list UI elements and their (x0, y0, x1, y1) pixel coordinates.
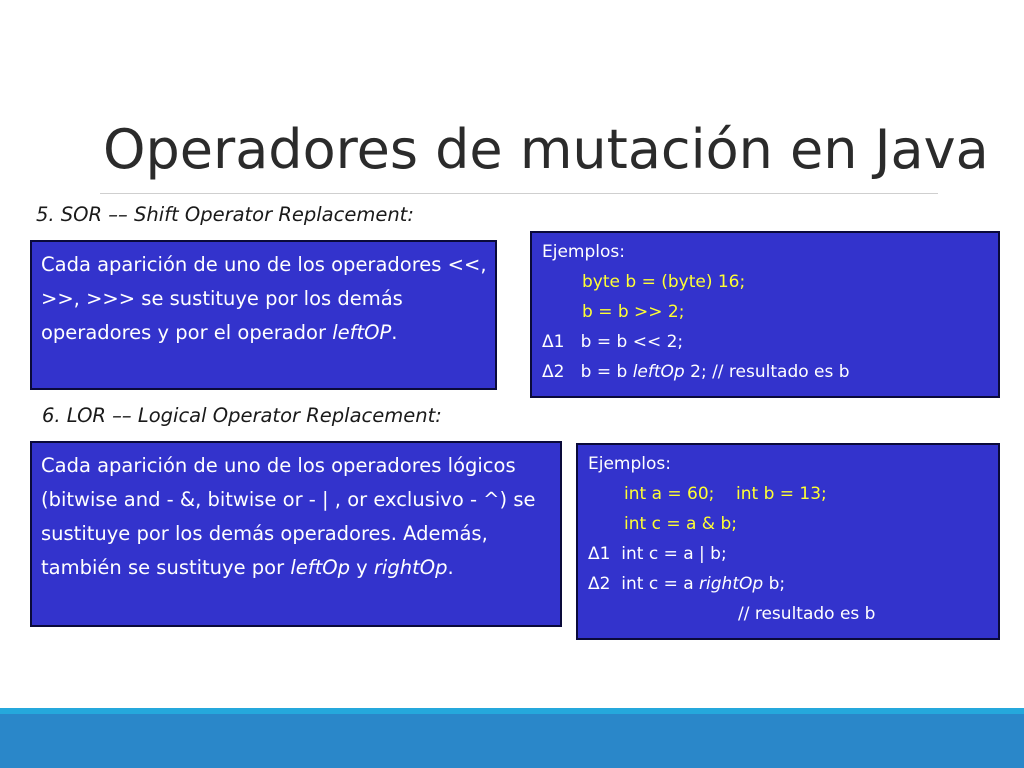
sor-description-italic: leftOP (332, 321, 392, 344)
lor-example-line-1 (588, 479, 998, 509)
sor-example-line-4-post: 2; // resultado es b (684, 362, 850, 382)
lor-example-line-2 (588, 509, 998, 539)
sor-example-line-3: Δ1 b = b << 2; (542, 332, 684, 352)
sor-example-line-2-text: b = b >> 2; (582, 302, 685, 322)
slide-title: Operadores de mutación en Java (103, 118, 989, 181)
lor-example-line-4-post: b; (763, 574, 786, 594)
sor-example-line-2 (542, 297, 998, 327)
lor-example-line-5 (588, 599, 998, 629)
lor-description-end: . (447, 556, 454, 579)
sor-example-line-4-italic: leftOp (632, 362, 685, 382)
lor-example-line-4-pre: Δ2 int c = a (588, 574, 700, 594)
footer-bar (0, 714, 1024, 768)
lor-description-italic-2: rightOp (373, 556, 448, 579)
sor-example-line-4-pre: Δ2 b = b (542, 362, 633, 382)
sor-examples-label: Ejemplos: (542, 242, 625, 262)
lor-heading: 6. LOR –– Logical Operator Replacement: (42, 404, 442, 427)
lor-example-line-5-text: // resultado es b (738, 604, 876, 624)
lor-example-line-4-italic: rightOp (699, 574, 764, 594)
sor-description-main: Cada aparición de uno de los operadores <<, >>, >>> se sustituye por los demás operadores y por el operador (41, 253, 487, 344)
lor-example-line-1-text: int a = 60; int b = 13; (624, 484, 827, 504)
lor-examples-box (576, 443, 1000, 640)
sor-example-line-1-text: byte b = (byte) 16; (582, 272, 746, 292)
lor-example-line-2-text: int c = a & b; (624, 514, 737, 534)
lor-description-text (41, 449, 552, 585)
lor-example-line-4 (588, 569, 998, 599)
lor-description-box (30, 441, 562, 627)
lor-example-line-3: Δ1 int c = a | b; (588, 544, 727, 564)
sor-examples-box (530, 231, 1000, 398)
sor-description-box (30, 240, 497, 390)
lor-examples-label: Ejemplos: (588, 454, 671, 474)
sor-heading: 5. SOR –– Shift Operator Replacement: (36, 203, 414, 226)
lor-description-main: Cada aparición de uno de los operadores lógicos (bitwise and - &, bitwise or - | , or exclusivo - ^) se sustituye por los demás operadores. Además, también se sustituye por (41, 454, 536, 579)
sor-example-line-1 (542, 267, 998, 297)
sor-description-text (41, 248, 487, 350)
lor-description-italic-1: leftOp (290, 556, 350, 579)
sor-example-line-4 (542, 357, 998, 387)
sor-description-end: . (391, 321, 398, 344)
title-divider (100, 193, 938, 194)
lor-description-mid: y (349, 556, 374, 579)
